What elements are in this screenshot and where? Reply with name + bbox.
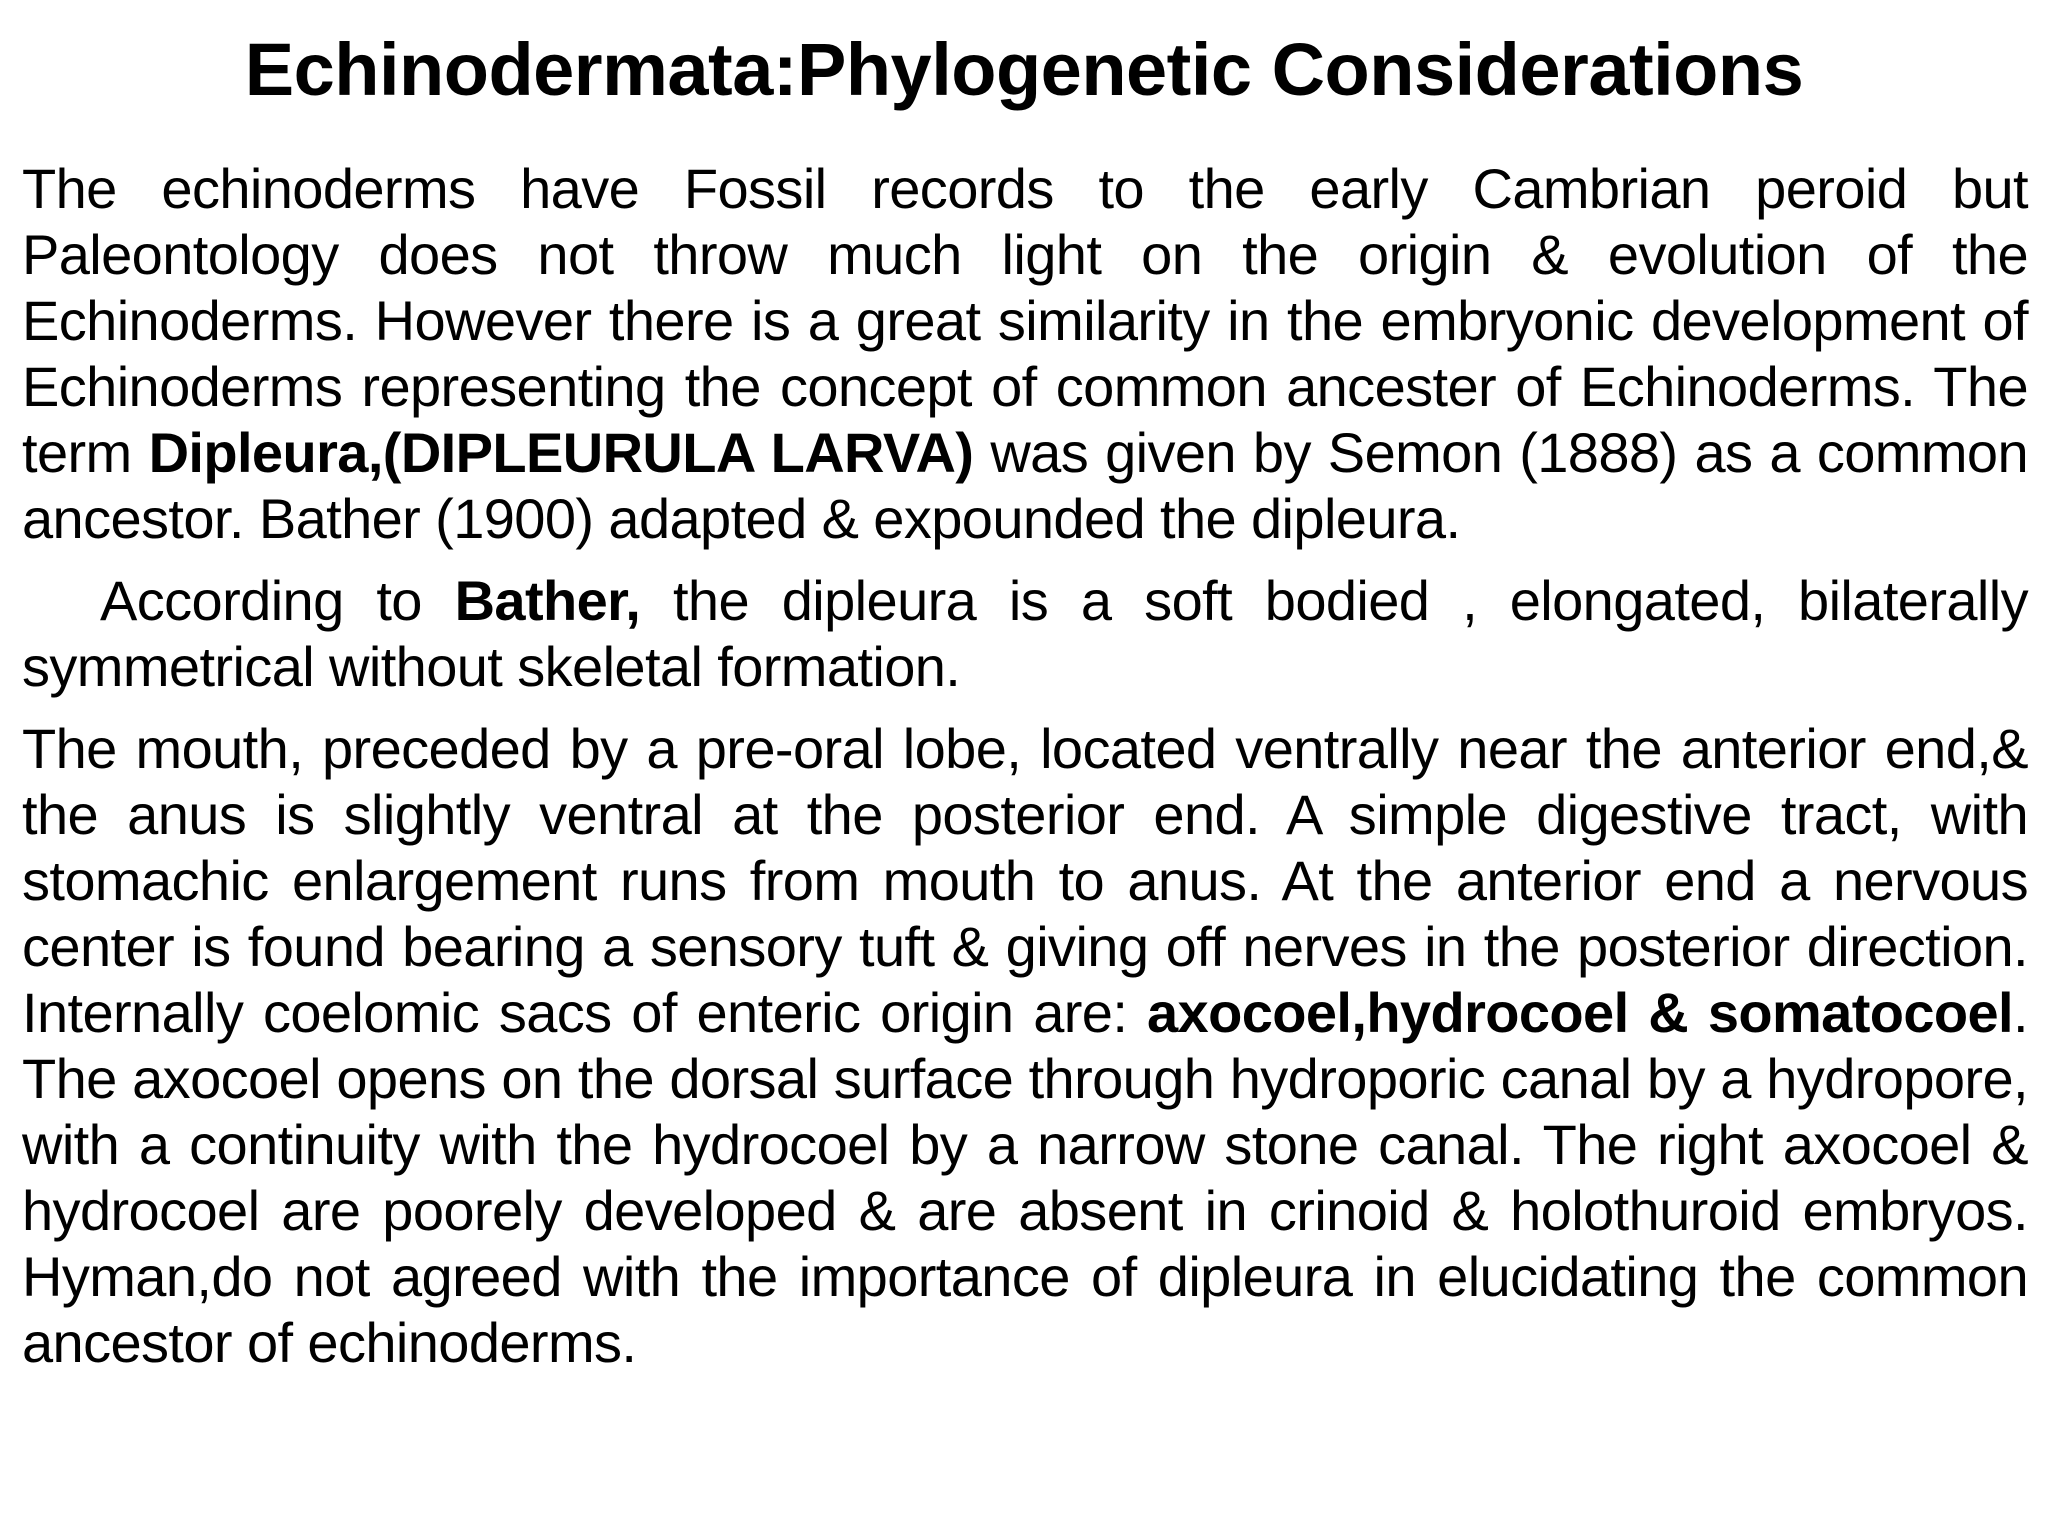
text-run: . The axocoel opens on the dorsal surface through hydroporic canal by a hydropore, with a continuity with the hydrocoel by a narrow stone canal. The right axocoel & hydrocoel are poorely developed & are absent in crinoid & holothuroid embryos. Hyman,do not agreed with the importance of dipleura in elucidating the common ancestor of echinoderms. — [22, 981, 2028, 1374]
bold-term-bather: Bather, — [454, 569, 641, 632]
text-run: the dipleura is a soft bodied , elongated, bilaterally symmetrical without skeletal formation. — [22, 569, 2028, 698]
bold-term-dipleura: Dipleura,(DIPLEURULA LARVA) — [148, 421, 974, 484]
slide-body — [22, 156, 2028, 1376]
paragraph-dipleura-origin — [22, 156, 2028, 552]
bold-term-coelomic-sacs: axocoel,hydrocoel & somatocoel — [1147, 981, 2014, 1044]
slide-title: Echinodermata:Phylogenetic Considerations — [244, 28, 1804, 111]
text-run: According to — [100, 569, 455, 632]
paragraph-bather-description — [22, 568, 2028, 700]
text-run: was given by Semon (1888) as a common ancestor. Bather (1900) adapted & expounded the dipleura. — [22, 421, 2028, 550]
text-run: The mouth, preceded by a pre-oral lobe, located ventrally near the anterior end,& the anus is slightly ventral at the posterior end. A simple digestive tract, with stomachic enlargement runs from mouth to anus. At the anterior end a nervous center is found bearing a sensory tuft & giving off nerves in the posterior direction. Internally coelomic sacs of enteric origin are: — [22, 717, 2028, 1044]
text-run: The echinoderms have Fossil records to the early Cambrian peroid but Paleontology does not throw much light on the origin & evolution of the Echinoderms. However there is a great similarity in the embryonic development of Echinoderms representing the concept of common ancester of Echinoderms. The term — [22, 157, 2028, 484]
paragraph-anatomy — [22, 716, 2028, 1376]
